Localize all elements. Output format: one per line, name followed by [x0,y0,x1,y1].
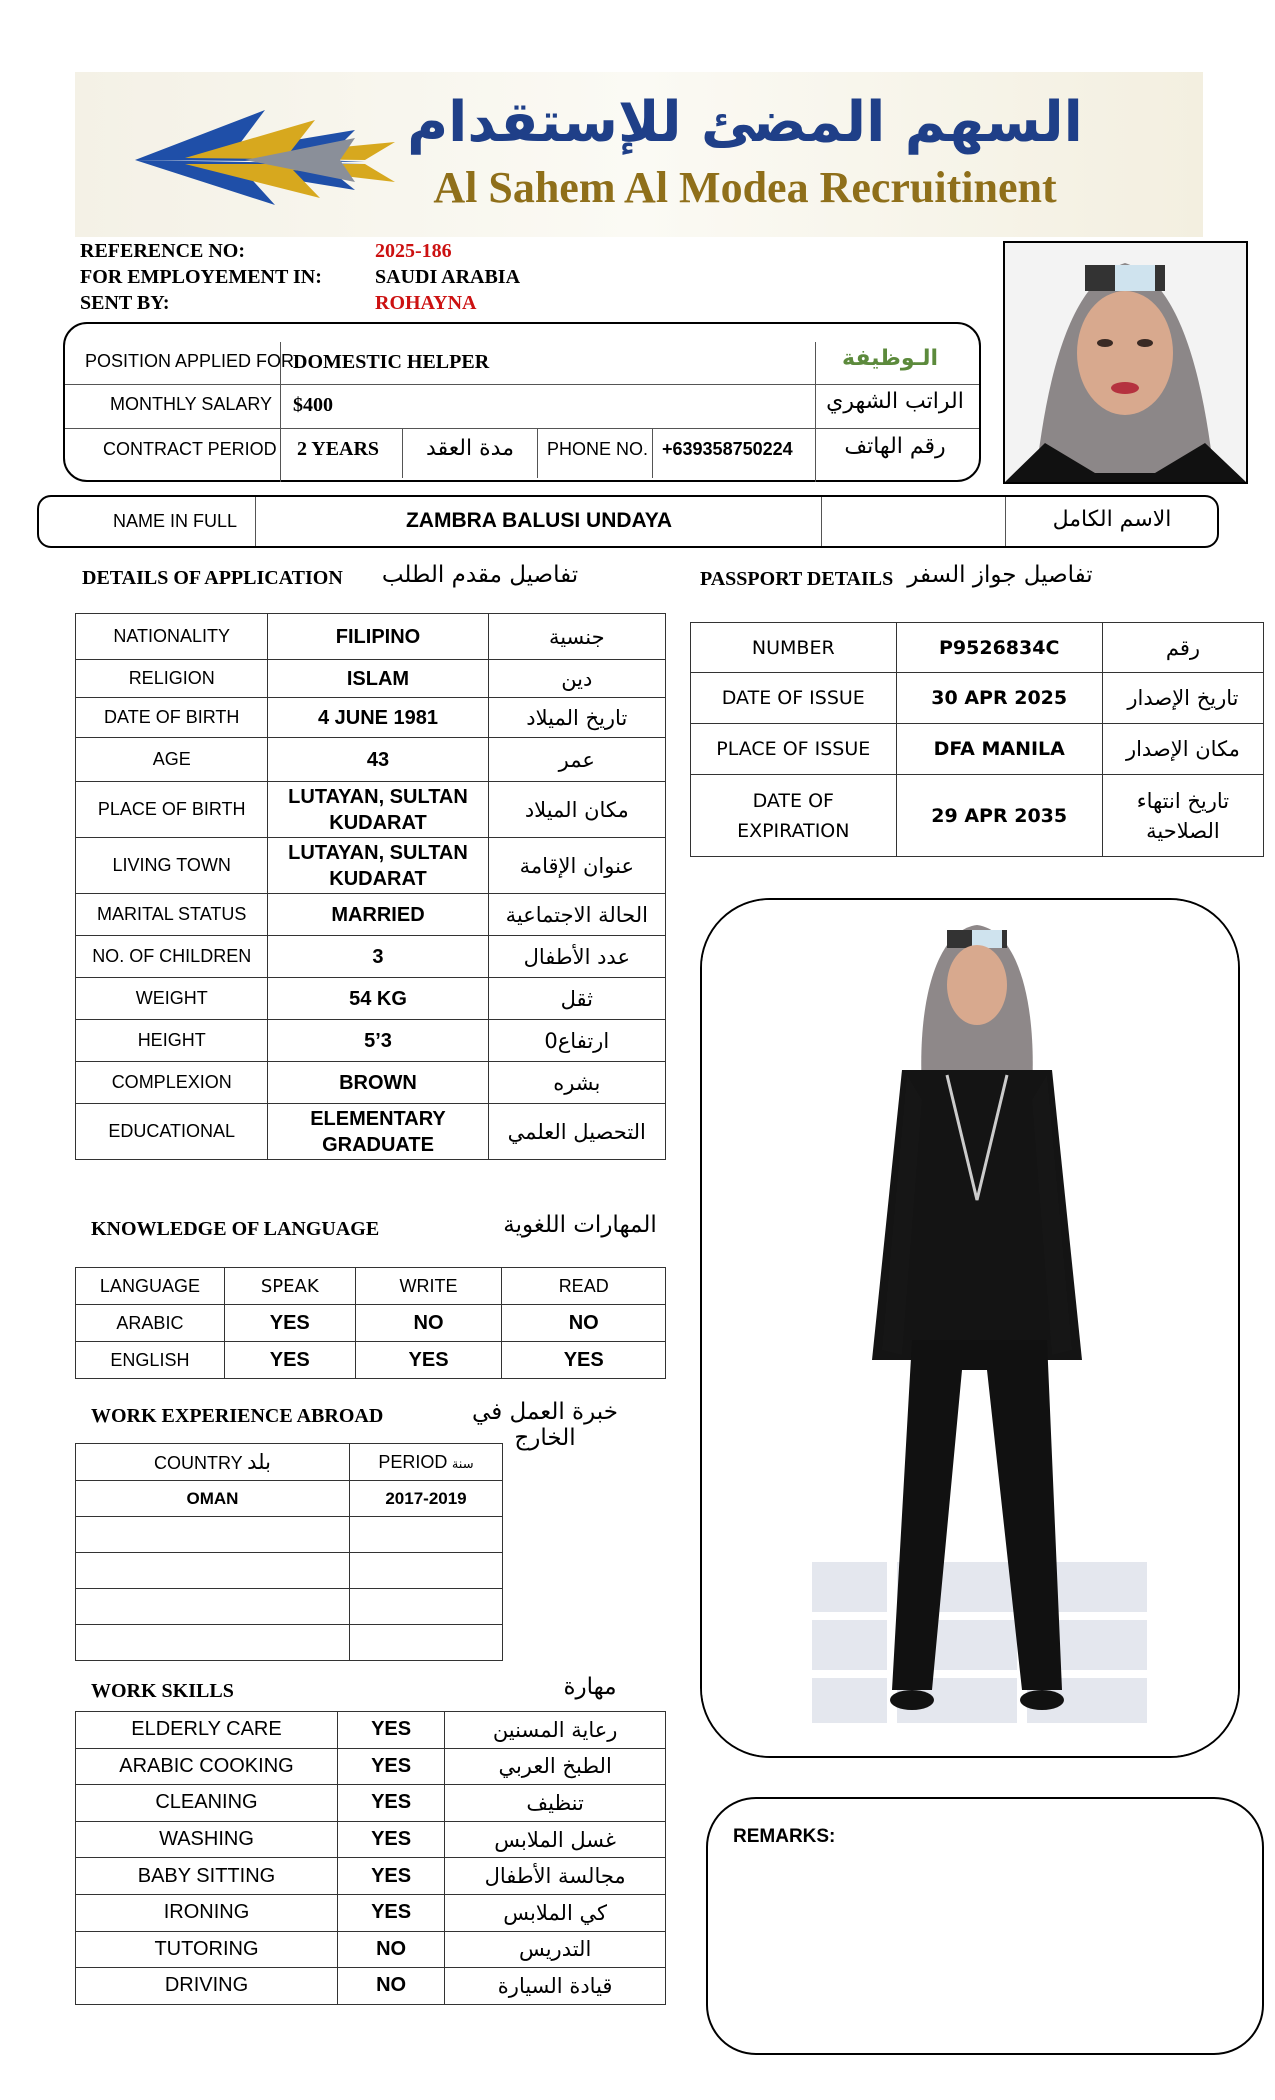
country-header-label: COUNTRY [154,1453,243,1473]
field-value: LUTAYAN, SULTAN KUDARAT [268,838,488,894]
experience-country: OMAN [76,1481,350,1517]
experience-table [75,1443,503,1661]
table-row [76,1785,666,1822]
skill-value: YES [337,1785,444,1822]
language-title-arabic: المهارات اللغوية [503,1212,657,1238]
table-row [691,775,1264,857]
language-title: KNOWLEDGE OF LANGUAGE [91,1218,380,1240]
skills-title-arabic: مهارة [563,1674,617,1700]
table-row [76,838,666,894]
passport-field-arabic: تاريخ الإصدار [1102,673,1263,724]
header-banner [75,72,1203,237]
field-arabic-label: عدد الأطفال [488,936,665,978]
passport-table [690,622,1264,857]
skill-value: YES [337,1894,444,1931]
skill-arabic-label: مجالسة الأطفال [445,1858,666,1895]
table-header-row [76,1444,503,1481]
sent-by-value: ROHAYNA [375,292,477,314]
table-row [76,1894,666,1931]
field-arabic-label: التحصيل العلمي [488,1104,665,1160]
name-box [37,495,1219,548]
field-label: MARITAL STATUS [76,894,268,936]
field-value: BROWN [268,1062,488,1104]
field-value: 5’3 [268,1020,488,1062]
field-arabic-label: دين [488,660,665,698]
table-row [76,660,666,698]
language-name: ENGLISH [76,1342,225,1379]
skill-arabic-label: تنظيف [445,1785,666,1822]
skill-value: YES [337,1858,444,1895]
field-label: LIVING TOWN [76,838,268,894]
table-row [76,614,666,660]
field-value: 54 KG [268,978,488,1020]
contract-arabic: مدة العقد [426,436,514,461]
table-row [76,1858,666,1895]
field-label: WEIGHT [76,978,268,1020]
table-row [76,1517,503,1553]
skill-value: YES [337,1821,444,1858]
application-table [75,613,666,1160]
field-label: EDUCATIONAL [76,1104,268,1160]
sent-by-label: SENT BY: [80,292,170,314]
passport-field-arabic: تاريخ انتهاء الصلاحية [1102,775,1263,857]
experience-period [350,1517,503,1553]
field-arabic-label: ارتفاع0 [488,1020,665,1062]
experience-period [350,1553,503,1589]
applicant-full-body-photo [700,898,1240,1758]
passport-field-arabic: مكان الإصدار [1102,724,1263,775]
field-value: ELEMENTARY GRADUATE [268,1104,488,1160]
language-column-header: LANGUAGE [76,1268,225,1305]
skill-arabic-label: التدريس [445,1931,666,1968]
applicant-headshot-photo [1003,241,1248,484]
field-arabic-label: جنسية [488,614,665,660]
table-row [76,698,666,738]
field-value: 43 [268,738,488,782]
table-row [76,894,666,936]
table-row [76,1712,666,1749]
passport-title: PASSPORT DETAILS [700,568,894,590]
passport-field-label: NUMBER [691,623,897,673]
skill-value: NO [337,1968,444,2005]
logo-arabic-text: السهم المضئ للإستقدام [407,90,1083,155]
field-value: ISLAM [268,660,488,698]
language-skill-value: YES [355,1342,502,1379]
table-row [76,936,666,978]
phone-value: +639358750224 [662,439,793,459]
employment-label: FOR EMPLOYEMENT IN: [80,266,322,288]
name-value: ZAMBRA BALUSI UNDAYA [405,509,673,532]
skill-value: YES [337,1748,444,1785]
field-label: NO. OF CHILDREN [76,936,268,978]
salary-value: $400 [293,394,333,416]
skill-value: NO [337,1931,444,1968]
table-row [76,1589,503,1625]
table-row [691,673,1264,724]
contract-value: 2 YEARS [297,438,380,460]
field-label: DATE OF BIRTH [76,698,268,738]
table-row [76,978,666,1020]
table-row [691,623,1264,673]
application-title: DETAILS OF APPLICATION [82,567,343,589]
field-label: PLACE OF BIRTH [76,782,268,838]
table-row [76,738,666,782]
table-row [76,1104,666,1160]
skill-arabic-label: الطبخ العربي [445,1748,666,1785]
table-row [76,1020,666,1062]
skill-label: ELDERLY CARE [76,1712,338,1749]
field-arabic-label: تاريخ الميلاد [488,698,665,738]
table-row [76,1625,503,1661]
skill-arabic-label: رعاية المسنين [445,1712,666,1749]
table-row [76,1481,503,1517]
experience-country [76,1589,350,1625]
position-arabic: الـوظيفة [842,346,938,371]
skills-table [75,1711,666,2005]
country-column-header [76,1444,350,1481]
field-value: 3 [268,936,488,978]
skill-label: ARABIC COOKING [76,1748,338,1785]
name-arabic: الاسم الكامل [1052,507,1172,532]
remarks-box [706,1797,1264,2055]
field-arabic-label: مكان الميلاد [488,782,665,838]
language-column-header: READ [502,1268,666,1305]
field-arabic-label: ثقل [488,978,665,1020]
field-label: COMPLEXION [76,1062,268,1104]
passport-field-arabic: رقم [1102,623,1263,673]
language-column-header: SPEAK [224,1268,355,1305]
employment-value: SAUDI ARABIA [375,266,521,288]
table-row [76,1305,666,1342]
skill-value: YES [337,1712,444,1749]
skill-label: IRONING [76,1894,338,1931]
language-skill-value: NO [355,1305,502,1342]
field-value: LUTAYAN, SULTAN KUDARAT [268,782,488,838]
table-row [76,1062,666,1104]
skill-arabic-label: غسل الملابس [445,1821,666,1858]
name-label: NAME IN FULL [113,511,238,531]
position-label: POSITION APPLIED FOR [85,351,295,371]
table-row [76,782,666,838]
phone-label: PHONE NO. [547,439,649,459]
application-title-arabic: تفاصيل مقدم الطلب [381,562,579,588]
country-header-arabic: بلد [247,1450,271,1474]
table-row [76,1821,666,1858]
skill-arabic-label: قيادة السيارة [445,1968,666,2005]
experience-title-arabic: خبرة العمل في الخارج [472,1399,618,1451]
salary-arabic: الراتب الشهري [826,389,964,414]
passport-field-value: 30 APR 2025 [896,673,1102,724]
field-label: RELIGION [76,660,268,698]
skill-arabic-label: كي الملابس [445,1894,666,1931]
field-value: FILIPINO [268,614,488,660]
experience-title: WORK EXPERIENCE ABROAD [91,1405,384,1427]
logo-english-text: Al Sahem Al Modea Recruitinent [433,163,1057,212]
table-row [76,1553,503,1589]
field-arabic-label: عنوان الإقامة [488,838,665,894]
field-label: NATIONALITY [76,614,268,660]
language-table [75,1267,666,1379]
table-row [76,1968,666,2005]
reference-label: REFERENCE NO: [80,240,246,262]
position-box [63,322,981,482]
experience-period: 2017-2019 [350,1481,503,1517]
passport-field-label: DATE OF EXPIRATION [691,775,897,857]
phone-arabic: رقم الهاتف [844,434,946,459]
field-arabic-label: بشره [488,1062,665,1104]
period-column-header [350,1444,503,1481]
experience-period [350,1589,503,1625]
skill-label: CLEANING [76,1785,338,1822]
period-header-arabic: سنة [451,1456,474,1472]
experience-period [350,1625,503,1661]
experience-country [76,1625,350,1661]
field-arabic-label: عمر [488,738,665,782]
passport-field-label: PLACE OF ISSUE [691,724,897,775]
experience-country [76,1517,350,1553]
skill-label: TUTORING [76,1931,338,1968]
remarks-label: REMARKS: [733,1826,836,1847]
field-value: MARRIED [268,894,488,936]
field-arabic-label: الحالة الاجتماعية [488,894,665,936]
table-row [76,1342,666,1379]
contract-label: CONTRACT PERIOD [103,439,277,459]
passport-field-value: P9526834C [896,623,1102,673]
position-value: DOMESTIC HELPER [293,351,490,373]
language-column-header: WRITE [355,1268,502,1305]
language-skill-value: YES [502,1342,666,1379]
passport-title-arabic: تفاصيل جواز السفر [907,562,1093,588]
language-skill-value: NO [502,1305,666,1342]
skill-label: DRIVING [76,1968,338,2005]
experience-country [76,1553,350,1589]
period-header-label: PERIOD [378,1451,448,1472]
field-label: HEIGHT [76,1020,268,1062]
passport-field-label: DATE OF ISSUE [691,673,897,724]
table-row [76,1931,666,1968]
language-skill-value: YES [224,1305,355,1342]
table-header-row [76,1268,666,1305]
language-skill-value: YES [224,1342,355,1379]
salary-label: MONTHLY SALARY [110,394,273,414]
skill-label: WASHING [76,1821,338,1858]
skills-title: WORK SKILLS [91,1680,234,1702]
passport-field-value: 29 APR 2035 [896,775,1102,857]
field-label: AGE [76,738,268,782]
language-name: ARABIC [76,1305,225,1342]
table-row [76,1748,666,1785]
reference-value: 2025-186 [375,240,452,262]
field-value: 4 JUNE 1981 [268,698,488,738]
table-row [691,724,1264,775]
passport-field-value: DFA MANILA [896,724,1102,775]
skill-label: BABY SITTING [76,1858,338,1895]
